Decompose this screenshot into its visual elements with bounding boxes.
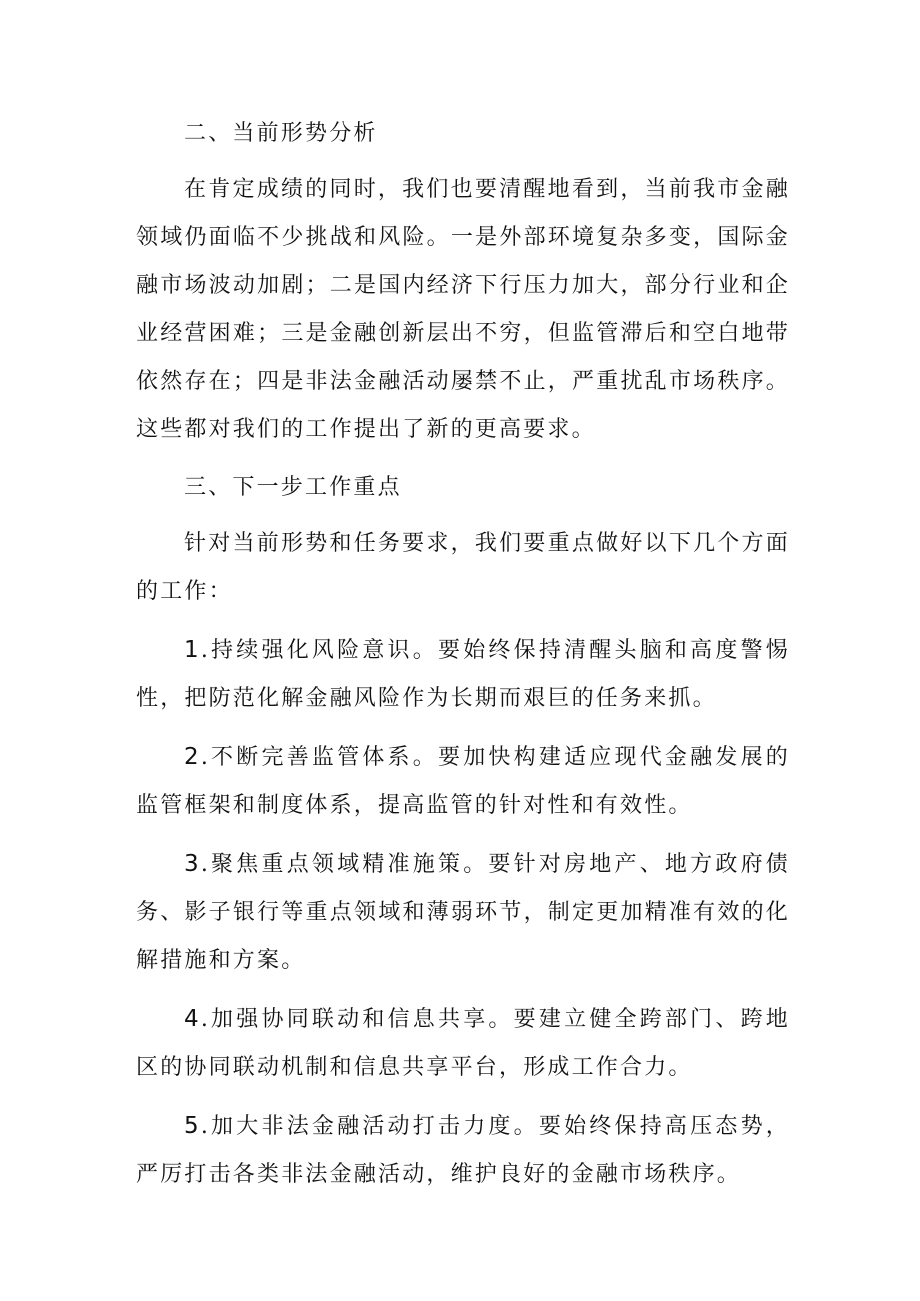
list-item-text: .聚焦重点领域精准施策。要针对房地产、地方政府债务、影子银行等重点领域和薄弱环节，制定更加精准有效的化解措施和方案。 [136, 852, 790, 973]
list-item-number: 5 [184, 1113, 201, 1139]
list-item-text: .持续强化风险意识。要始终保持清醒头脑和高度警惕性，把防范化解金融风险作为长期而艰巨的任务来抓。 [136, 638, 790, 711]
list-item-text: .加强协同联动和信息共享。要建立健全跨部门、跨地区的协同联动机制和信息共享平台，形成工作合力。 [136, 1007, 790, 1080]
list-item [136, 840, 790, 985]
section-heading-situation: 二、当前形势分析 [184, 121, 378, 146]
section-heading-next-steps: 三、下一步工作重点 [184, 475, 402, 500]
list-item-text: .加大非法金融活动打击力度。要始终保持高压态势，严厉打击各类非法金融活动，维护良好的金融市场秩序。 [136, 1114, 790, 1187]
list-item-text: .不断完善监管体系。要加快构建适应现代金融发展的监管框架和制度体系，提高监管的针对性和有效性。 [136, 745, 790, 818]
list-item-number: 1 [184, 637, 201, 663]
list-item [136, 733, 790, 830]
list-item-number: 2 [184, 744, 201, 770]
list-item [136, 626, 790, 723]
situation-paragraph: 在肯定成绩的同时，我们也要清醒地看到，当前我市金融领域仍面临不少挑战和风险。一是外部环境复杂多变，国际金融市场波动加剧；二是国内经济下行压力加大，部分行业和企业经营困难；三是金融创新层出不穷，但监管滞后和空白地带依然存在；四是非法金融活动屡禁不止，严重扰乱市场秩序。这些都对我们的工作提出了新的更高要求。 [136, 177, 790, 442]
next-steps-intro: 针对当前形势和任务要求，我们要重点做好以下几个方面的工作： [136, 531, 790, 604]
list-item-number: 3 [184, 851, 201, 877]
list-item [136, 1102, 790, 1199]
list-item-number: 4 [184, 1006, 201, 1032]
document-body [136, 110, 790, 1199]
list-item [136, 995, 790, 1092]
